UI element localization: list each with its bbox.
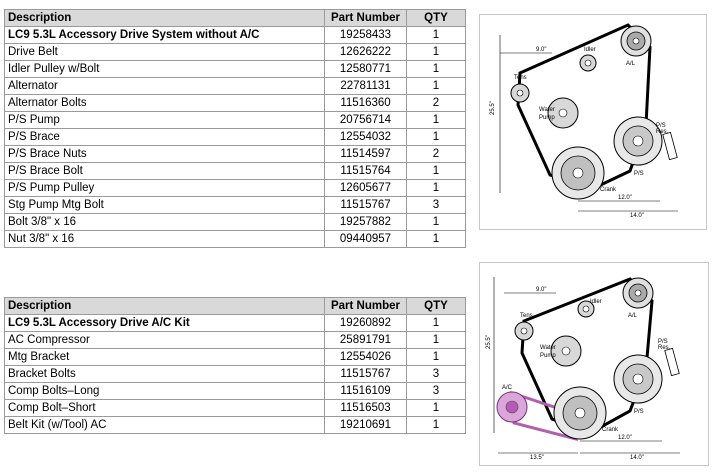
cell-description: P/S Brace [5, 129, 325, 146]
cell-part-number: 11514597 [325, 146, 407, 163]
table-row [5, 27, 466, 44]
cell-part-number: 09440957 [325, 231, 407, 248]
ps-reservoir [665, 348, 679, 375]
ps-reservoir [663, 132, 677, 159]
cell-description: Bolt 3/8" x 16 [5, 214, 325, 231]
label-ps-res-1: P/S [656, 123, 666, 129]
header-qty: QTY [407, 10, 466, 27]
dim-14: 14.0" [630, 213, 644, 219]
cell-description: LC9 5.3L Accessory Drive System without A/C [5, 27, 325, 44]
header-description: Description [5, 10, 325, 27]
dim-height: 25.5" [486, 335, 492, 349]
dim-14: 14.0" [630, 455, 644, 461]
cell-qty: 1 [407, 349, 466, 366]
cell-qty: 1 [407, 44, 466, 61]
label-water: Water [539, 107, 555, 113]
table-row [5, 61, 466, 78]
belt-diagram-no-ac [479, 14, 707, 230]
cell-part-number: 11516360 [325, 95, 407, 112]
cell-description: Drive Belt [5, 44, 325, 61]
table-row [5, 163, 466, 180]
cell-qty: 3 [407, 366, 466, 383]
cell-description: P/S Brace Nuts [5, 146, 325, 163]
table-row [5, 400, 466, 417]
parts-table-no-ac-body [5, 10, 466, 248]
cell-qty: 1 [407, 315, 466, 332]
label-ps: P/S [634, 171, 644, 177]
label-crank: Crank [602, 427, 619, 433]
cell-part-number: 19260892 [325, 315, 407, 332]
dim-width-top: 9.0" [536, 287, 547, 293]
header-part-number: Part Number [325, 298, 407, 315]
table-row [5, 197, 466, 214]
cell-part-number: 19257882 [325, 214, 407, 231]
label-pump: Pump [540, 353, 556, 359]
table-row [5, 315, 466, 332]
dim-12: 12.0" [618, 435, 632, 441]
cell-description: Comp Bolt–Short [5, 400, 325, 417]
cell-description: LC9 5.3L Accessory Drive A/C Kit [5, 315, 325, 332]
cell-description: P/S Brace Bolt [5, 163, 325, 180]
table-row [5, 180, 466, 197]
label-tens: Tens [520, 313, 533, 319]
cell-part-number: 11516109 [325, 383, 407, 400]
header-qty: QTY [407, 298, 466, 315]
label-tens: Tens [514, 75, 527, 81]
table-header-row [5, 298, 466, 315]
cell-description: AC Compressor [5, 332, 325, 349]
cell-part-number: 12605677 [325, 180, 407, 197]
table-row [5, 349, 466, 366]
cell-qty: 2 [407, 95, 466, 112]
table-header-row [5, 10, 466, 27]
dim-12: 12.0" [618, 195, 632, 201]
dim-width-top: 9.0" [536, 47, 547, 53]
cell-description: P/S Pump [5, 112, 325, 129]
cell-part-number: 19258433 [325, 27, 407, 44]
cell-description: Belt Kit (w/Tool) AC [5, 417, 325, 434]
cell-qty: 1 [407, 129, 466, 146]
label-alt: A/L [628, 313, 638, 319]
cell-description: P/S Pump Pulley [5, 180, 325, 197]
cell-qty: 3 [407, 383, 466, 400]
cell-part-number: 12554026 [325, 349, 407, 366]
table-row [5, 95, 466, 112]
table-row [5, 129, 466, 146]
belt-diagram-ac-drawing [480, 263, 708, 465]
cell-part-number: 12580771 [325, 61, 407, 78]
cell-part-number: 19210691 [325, 417, 407, 434]
label-water: Water [540, 345, 556, 351]
parts-table-ac-kit [4, 297, 466, 434]
parts-table-ac-kit-body [5, 298, 466, 434]
label-idler: Idler [590, 299, 602, 305]
cell-description: Mtg Bracket [5, 349, 325, 366]
cell-description: Alternator [5, 78, 325, 95]
table-row [5, 146, 466, 163]
belt-diagram-ac [479, 262, 709, 466]
header-description: Description [5, 298, 325, 315]
label-ps: P/S [634, 409, 644, 415]
cell-description: Idler Pulley w/Bolt [5, 61, 325, 78]
cell-part-number: 11515764 [325, 163, 407, 180]
header-part-number: Part Number [325, 10, 407, 27]
cell-part-number: 12626222 [325, 44, 407, 61]
table-row [5, 78, 466, 95]
cell-qty: 1 [407, 112, 466, 129]
table-row [5, 44, 466, 61]
dim-height: 25.5" [490, 101, 496, 115]
cell-qty: 1 [407, 400, 466, 417]
cell-qty: 1 [407, 214, 466, 231]
table-row [5, 231, 466, 248]
table-row [5, 112, 466, 129]
label-ps-res-1: P/S [658, 339, 668, 345]
cell-part-number: 12554032 [325, 129, 407, 146]
cell-part-number: 22781131 [325, 78, 407, 95]
cell-qty: 1 [407, 332, 466, 349]
cell-description: Alternator Bolts [5, 95, 325, 112]
cell-qty: 1 [407, 78, 466, 95]
table-row [5, 366, 466, 383]
dim-13-5: 13.5" [530, 455, 544, 461]
cell-qty: 1 [407, 180, 466, 197]
label-pump: Pump [539, 115, 555, 121]
cell-part-number: 20756714 [325, 112, 407, 129]
label-ps-res-2: Res. [658, 345, 671, 351]
label-ac: A/C [502, 385, 513, 391]
label-idler: Idler [584, 47, 596, 53]
cell-qty: 2 [407, 146, 466, 163]
belt-diagram-no-ac-drawing [480, 15, 706, 229]
label-alt: A/L [626, 61, 636, 67]
cell-qty: 1 [407, 61, 466, 78]
table-row [5, 214, 466, 231]
table-row [5, 417, 466, 434]
cell-part-number: 25891791 [325, 332, 407, 349]
label-ps-res-2: Res. [656, 129, 669, 135]
cell-part-number: 11515767 [325, 366, 407, 383]
cell-description: Bracket Bolts [5, 366, 325, 383]
table-row [5, 332, 466, 349]
cell-qty: 3 [407, 197, 466, 214]
label-crank: Crank [600, 187, 617, 193]
cell-qty: 1 [407, 231, 466, 248]
table-row [5, 383, 466, 400]
cell-description: Nut 3/8" x 16 [5, 231, 325, 248]
cell-qty: 1 [407, 163, 466, 180]
parts-table-no-ac [4, 9, 466, 248]
cell-part-number: 11516503 [325, 400, 407, 417]
cell-part-number: 11515767 [325, 197, 407, 214]
cell-description: Comp Bolts–Long [5, 383, 325, 400]
cell-qty: 1 [407, 417, 466, 434]
cell-qty: 1 [407, 27, 466, 44]
cell-description: Stg Pump Mtg Bolt [5, 197, 325, 214]
